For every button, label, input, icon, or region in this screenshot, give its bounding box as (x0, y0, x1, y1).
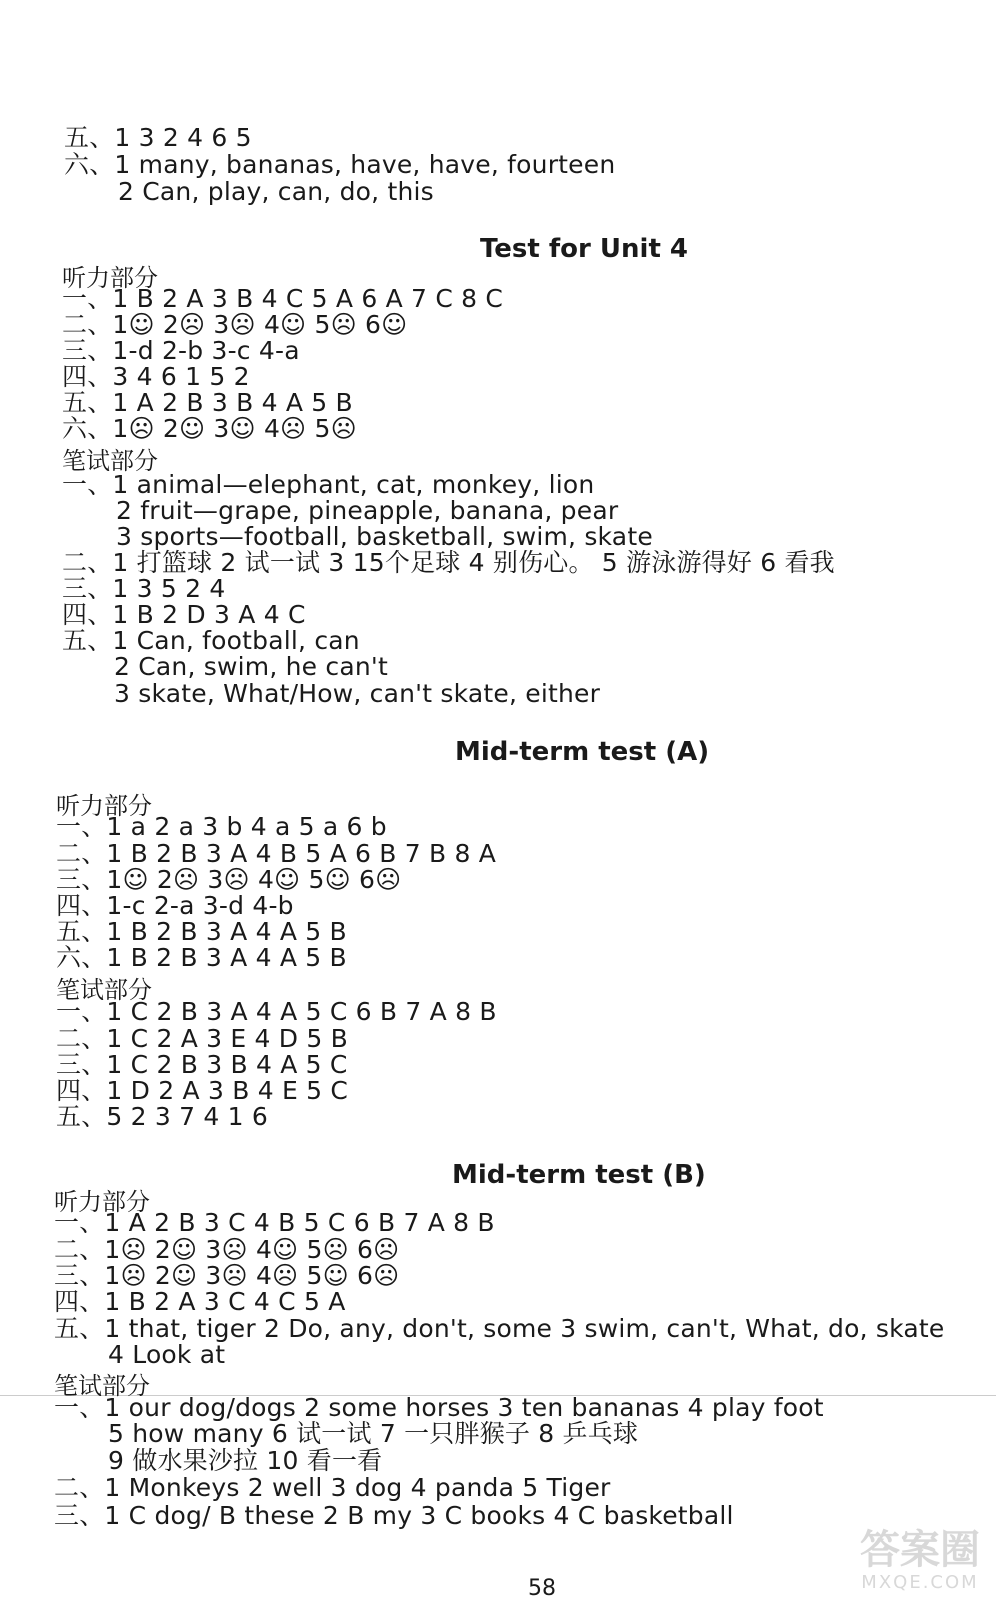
answer-line: 二、1☺ 2☹ 3☹ 4☺ 5☹ 6☺ (62, 310, 408, 339)
answer-line: 三、1 C dog/ B these 2 B my 3 C books 4 C basketball (54, 1501, 734, 1530)
label-listening: 听力部分 (62, 264, 158, 292)
answer-line: 三、1 3 5 2 4 (62, 574, 226, 603)
answer-line: 二、1 打篮球 2 试一试 3 15个足球 4 别伤心。 5 游泳游得好 6 看我 (62, 548, 835, 577)
section-heading-unit4: Test for Unit 4 (480, 234, 689, 264)
answer-line: 六、1☹ 2☺ 3☺ 4☹ 5☹ (62, 414, 357, 443)
answer-line: 五、1 3 2 4 6 5 (64, 123, 252, 152)
section-heading-midterm-a: Mid-term test (A) (455, 737, 710, 767)
answer-line: 四、1 B 2 D 3 A 4 C (62, 600, 306, 629)
label-writing: 笔试部分 (62, 447, 158, 475)
page-number: 58 (528, 1576, 556, 1601)
label-writing: 笔试部分 (54, 1372, 150, 1400)
label-listening: 听力部分 (54, 1188, 150, 1216)
answer-line: 5 how many 6 试一试 7 一只胖猴子 8 乒乓球 (108, 1419, 639, 1448)
answer-line: 四、1 B 2 A 3 C 4 C 5 A (54, 1287, 346, 1316)
answer-line: 一、1 C 2 B 3 A 4 A 5 C 6 B 7 A 8 B (56, 997, 497, 1026)
answer-line: 一、1 our dog/dogs 2 some horses 3 ten bananas 4 play foot (54, 1393, 824, 1422)
answer-line: 2 Can, swim, he can't (114, 652, 388, 681)
answer-line: 二、1 Monkeys 2 well 3 dog 4 panda 5 Tiger (54, 1473, 611, 1502)
answer-line: 4 Look at (108, 1340, 226, 1369)
answer-line: 五、1 that, tiger 2 Do, any, don't, some 3 swim, can't, What, do, skate (54, 1314, 945, 1343)
answer-line: 三、1 C 2 B 3 B 4 A 5 C (56, 1050, 348, 1079)
answer-line: 二、1 B 2 B 3 A 4 B 5 A 6 B 7 B 8 A (56, 839, 497, 868)
answer-line: 二、1 C 2 A 3 E 4 D 5 B (56, 1024, 349, 1053)
answer-line: 2 Can, play, can, do, this (118, 177, 434, 206)
answer-line: 六、1 B 2 B 3 A 4 A 5 B (56, 943, 347, 972)
answer-line: 三、1☹ 2☺ 3☹ 4☹ 5☺ 6☹ (54, 1261, 400, 1290)
watermark-title: 答案圈 (860, 1527, 980, 1573)
answer-line: 3 skate, What/How, can't skate, either (114, 679, 601, 708)
section-heading-midterm-b: Mid-term test (B) (452, 1160, 706, 1190)
answer-line: 一、1 animal—elephant, cat, monkey, lion (62, 470, 595, 499)
answer-line: 一、1 a 2 a 3 b 4 a 5 a 6 b (56, 812, 387, 841)
answer-line: 五、1 A 2 B 3 B 4 A 5 B (62, 388, 353, 417)
label-listening: 听力部分 (56, 792, 152, 820)
answer-line: 五、1 Can, football, can (62, 626, 360, 655)
watermark-logo (850, 1528, 990, 1596)
label-writing: 笔试部分 (56, 976, 152, 1004)
answer-line: 四、1-c 2-a 3-d 4-b (56, 891, 294, 920)
answer-line: 四、1 D 2 A 3 B 4 E 5 C (56, 1076, 349, 1105)
answer-line: 一、1 A 2 B 3 C 4 B 5 C 6 B 7 A 8 B (54, 1208, 495, 1237)
answer-line: 3 sports—football, basketball, swim, skate (116, 522, 653, 551)
answer-line: 六、1 many, bananas, have, have, fourteen (64, 150, 616, 179)
answer-line: 五、5 2 3 7 4 1 6 (56, 1102, 269, 1131)
answer-line: 五、1 B 2 B 3 A 4 A 5 B (56, 917, 347, 946)
answer-line: 二、1☹ 2☺ 3☹ 4☺ 5☹ 6☹ (54, 1235, 400, 1264)
answer-line: 三、1-d 2-b 3-c 4-a (62, 336, 300, 365)
answer-line: 2 fruit—grape, pineapple, banana, pear (116, 496, 619, 525)
answer-line: 9 做水果沙拉 10 看一看 (108, 1446, 383, 1475)
answer-line: 三、1☺ 2☹ 3☹ 4☺ 5☺ 6☹ (56, 865, 402, 894)
answer-line: 四、3 4 6 1 5 2 (62, 362, 250, 391)
answer-line: 一、1 B 2 A 3 B 4 C 5 A 6 A 7 C 8 C (62, 284, 504, 313)
watermark-site: MXQE.COM (861, 1572, 979, 1593)
